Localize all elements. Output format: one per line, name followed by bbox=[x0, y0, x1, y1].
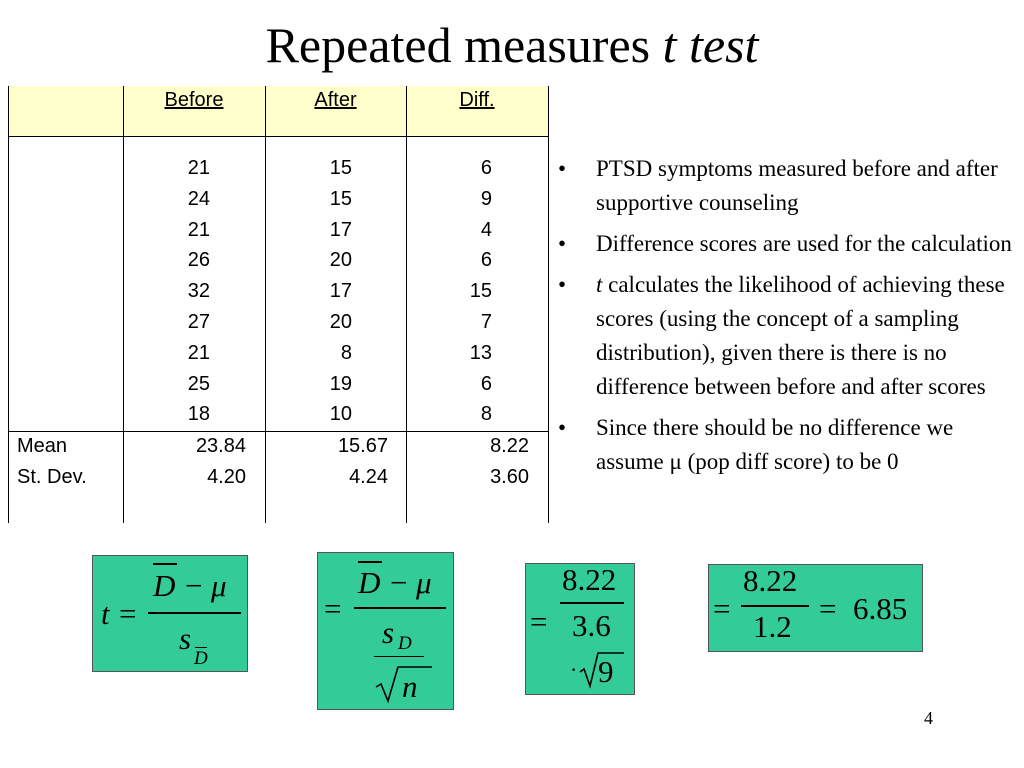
header-after: After bbox=[314, 89, 357, 111]
header-diff: Diff. bbox=[459, 89, 495, 111]
formula-equals: = bbox=[530, 604, 548, 639]
after-value: 15 bbox=[329, 187, 352, 210]
diff-value: 6 bbox=[480, 372, 492, 395]
formula-n: n bbox=[402, 669, 418, 704]
bullet-marker: • bbox=[558, 415, 567, 440]
formula-equals: = bbox=[119, 596, 137, 631]
formula-t: t bbox=[101, 596, 110, 631]
formula-equals: = bbox=[324, 591, 342, 626]
before-value: 21 bbox=[187, 341, 210, 364]
before-mean: 23.84 bbox=[195, 435, 246, 457]
table-border-right bbox=[548, 86, 549, 523]
formula-dot: · bbox=[570, 657, 578, 682]
bullet-text: (pop diff score) to be 0 bbox=[681, 449, 899, 474]
after-stats bbox=[308, 431, 388, 492]
data-table bbox=[8, 86, 549, 523]
formula-sub-d: D bbox=[398, 633, 412, 654]
diff-mean: 8.22 bbox=[490, 435, 529, 457]
formula-mu: μ bbox=[211, 568, 227, 603]
before-value: 25 bbox=[187, 372, 210, 395]
formula-numerator: 8.22 bbox=[562, 562, 617, 597]
bullet-marker: • bbox=[558, 156, 567, 181]
bullet-text: calculates the likelihood of achieving these scores (using the concept of a sampling distribution), given there is there is no difference between before and after scores bbox=[596, 272, 1005, 399]
after-value: 17 bbox=[329, 218, 352, 241]
formula-minus: − bbox=[185, 568, 203, 603]
bullet-italic-t: t bbox=[596, 272, 603, 297]
formula-numerator: 8.22 bbox=[743, 563, 798, 598]
formula-d-bar: D bbox=[358, 565, 381, 600]
formula-equals-2: = bbox=[819, 591, 837, 626]
formula-box-3 bbox=[525, 563, 635, 695]
bullet-text: Since there should be no difference we assume bbox=[596, 415, 954, 474]
after-value: 17 bbox=[329, 280, 352, 303]
formula-sub-d: D bbox=[194, 648, 208, 669]
table-divider-3 bbox=[406, 86, 407, 523]
formula-s: s bbox=[179, 621, 192, 656]
before-value: 32 bbox=[187, 280, 210, 303]
fraction-bar bbox=[560, 602, 624, 604]
formula-box-2 bbox=[317, 552, 454, 710]
stdev-label: St. Dev. bbox=[17, 465, 87, 488]
before-value: 27 bbox=[187, 310, 210, 333]
formula-d-bar: D bbox=[153, 568, 176, 603]
bullet-text: Difference scores are used for the calculation bbox=[596, 231, 1012, 256]
after-value: 20 bbox=[329, 310, 352, 333]
before-value: 26 bbox=[187, 249, 210, 272]
formula-equals: = bbox=[713, 591, 731, 626]
formula-s: s bbox=[382, 615, 395, 650]
before-value: 21 bbox=[187, 157, 210, 179]
bullet-text: PTSD symptoms measured before and after supportive counseling bbox=[596, 156, 998, 215]
after-stdev: 4.24 bbox=[349, 465, 388, 488]
column-diff bbox=[428, 153, 492, 430]
bullet-item bbox=[558, 268, 1016, 404]
diff-value: 6 bbox=[480, 157, 492, 179]
formula-minus: − bbox=[390, 565, 408, 600]
after-value: 10 bbox=[329, 403, 352, 426]
inner-fraction-bar bbox=[374, 656, 424, 657]
fraction-bar bbox=[354, 607, 446, 609]
before-value: 24 bbox=[187, 187, 210, 210]
mu-symbol: μ bbox=[669, 449, 682, 474]
after-value: 20 bbox=[329, 249, 352, 272]
after-value: 19 bbox=[329, 372, 352, 395]
column-after bbox=[288, 153, 352, 430]
after-mean: 15.67 bbox=[337, 435, 388, 457]
diff-stdev: 3.60 bbox=[490, 465, 529, 488]
title-italic-t-test: t test bbox=[662, 17, 759, 73]
formula-root-value: 9 bbox=[598, 654, 614, 689]
bullet-marker: • bbox=[558, 231, 567, 256]
table-divider-2 bbox=[265, 86, 266, 523]
formula-denominator: 3.6 bbox=[572, 608, 611, 643]
before-stdev: 4.20 bbox=[207, 465, 246, 488]
after-value: 8 bbox=[340, 341, 352, 364]
d-bar-overline bbox=[358, 561, 382, 563]
bullet-list bbox=[558, 152, 1016, 486]
fraction-bar bbox=[741, 605, 809, 607]
bullet-item bbox=[558, 411, 1016, 479]
bullet-marker: • bbox=[558, 272, 567, 297]
formula-box-1 bbox=[92, 555, 248, 672]
diff-value: 6 bbox=[480, 249, 492, 272]
table-border-left bbox=[8, 86, 9, 523]
formula-mu: μ bbox=[416, 565, 432, 600]
title-text: Repeated measures bbox=[265, 17, 663, 73]
diff-value: 4 bbox=[480, 218, 492, 241]
formula-result: 6.85 bbox=[853, 591, 908, 626]
slide-title bbox=[0, 14, 1024, 76]
diff-value: 8 bbox=[480, 403, 492, 426]
bullet-item bbox=[558, 152, 1016, 220]
diff-stats bbox=[448, 431, 529, 492]
diff-value: 13 bbox=[469, 341, 492, 364]
fraction-bar bbox=[148, 612, 241, 614]
before-stats bbox=[168, 431, 246, 492]
before-value: 18 bbox=[187, 403, 210, 426]
before-value: 21 bbox=[187, 218, 210, 241]
diff-value: 15 bbox=[469, 280, 492, 303]
diff-value: 9 bbox=[480, 187, 492, 210]
formula-denominator: 1.2 bbox=[753, 609, 792, 644]
page-number: 4 bbox=[924, 708, 933, 728]
table-divider-1 bbox=[123, 86, 124, 523]
header-before: Before bbox=[164, 89, 224, 111]
bullet-item bbox=[558, 227, 1016, 261]
diff-value: 7 bbox=[480, 310, 492, 333]
mean-label: Mean bbox=[17, 435, 68, 457]
column-before bbox=[148, 153, 210, 430]
formula-box-4 bbox=[708, 564, 923, 652]
after-value: 15 bbox=[329, 157, 352, 179]
d-bar-overline bbox=[153, 563, 177, 565]
stat-labels bbox=[17, 431, 87, 492]
